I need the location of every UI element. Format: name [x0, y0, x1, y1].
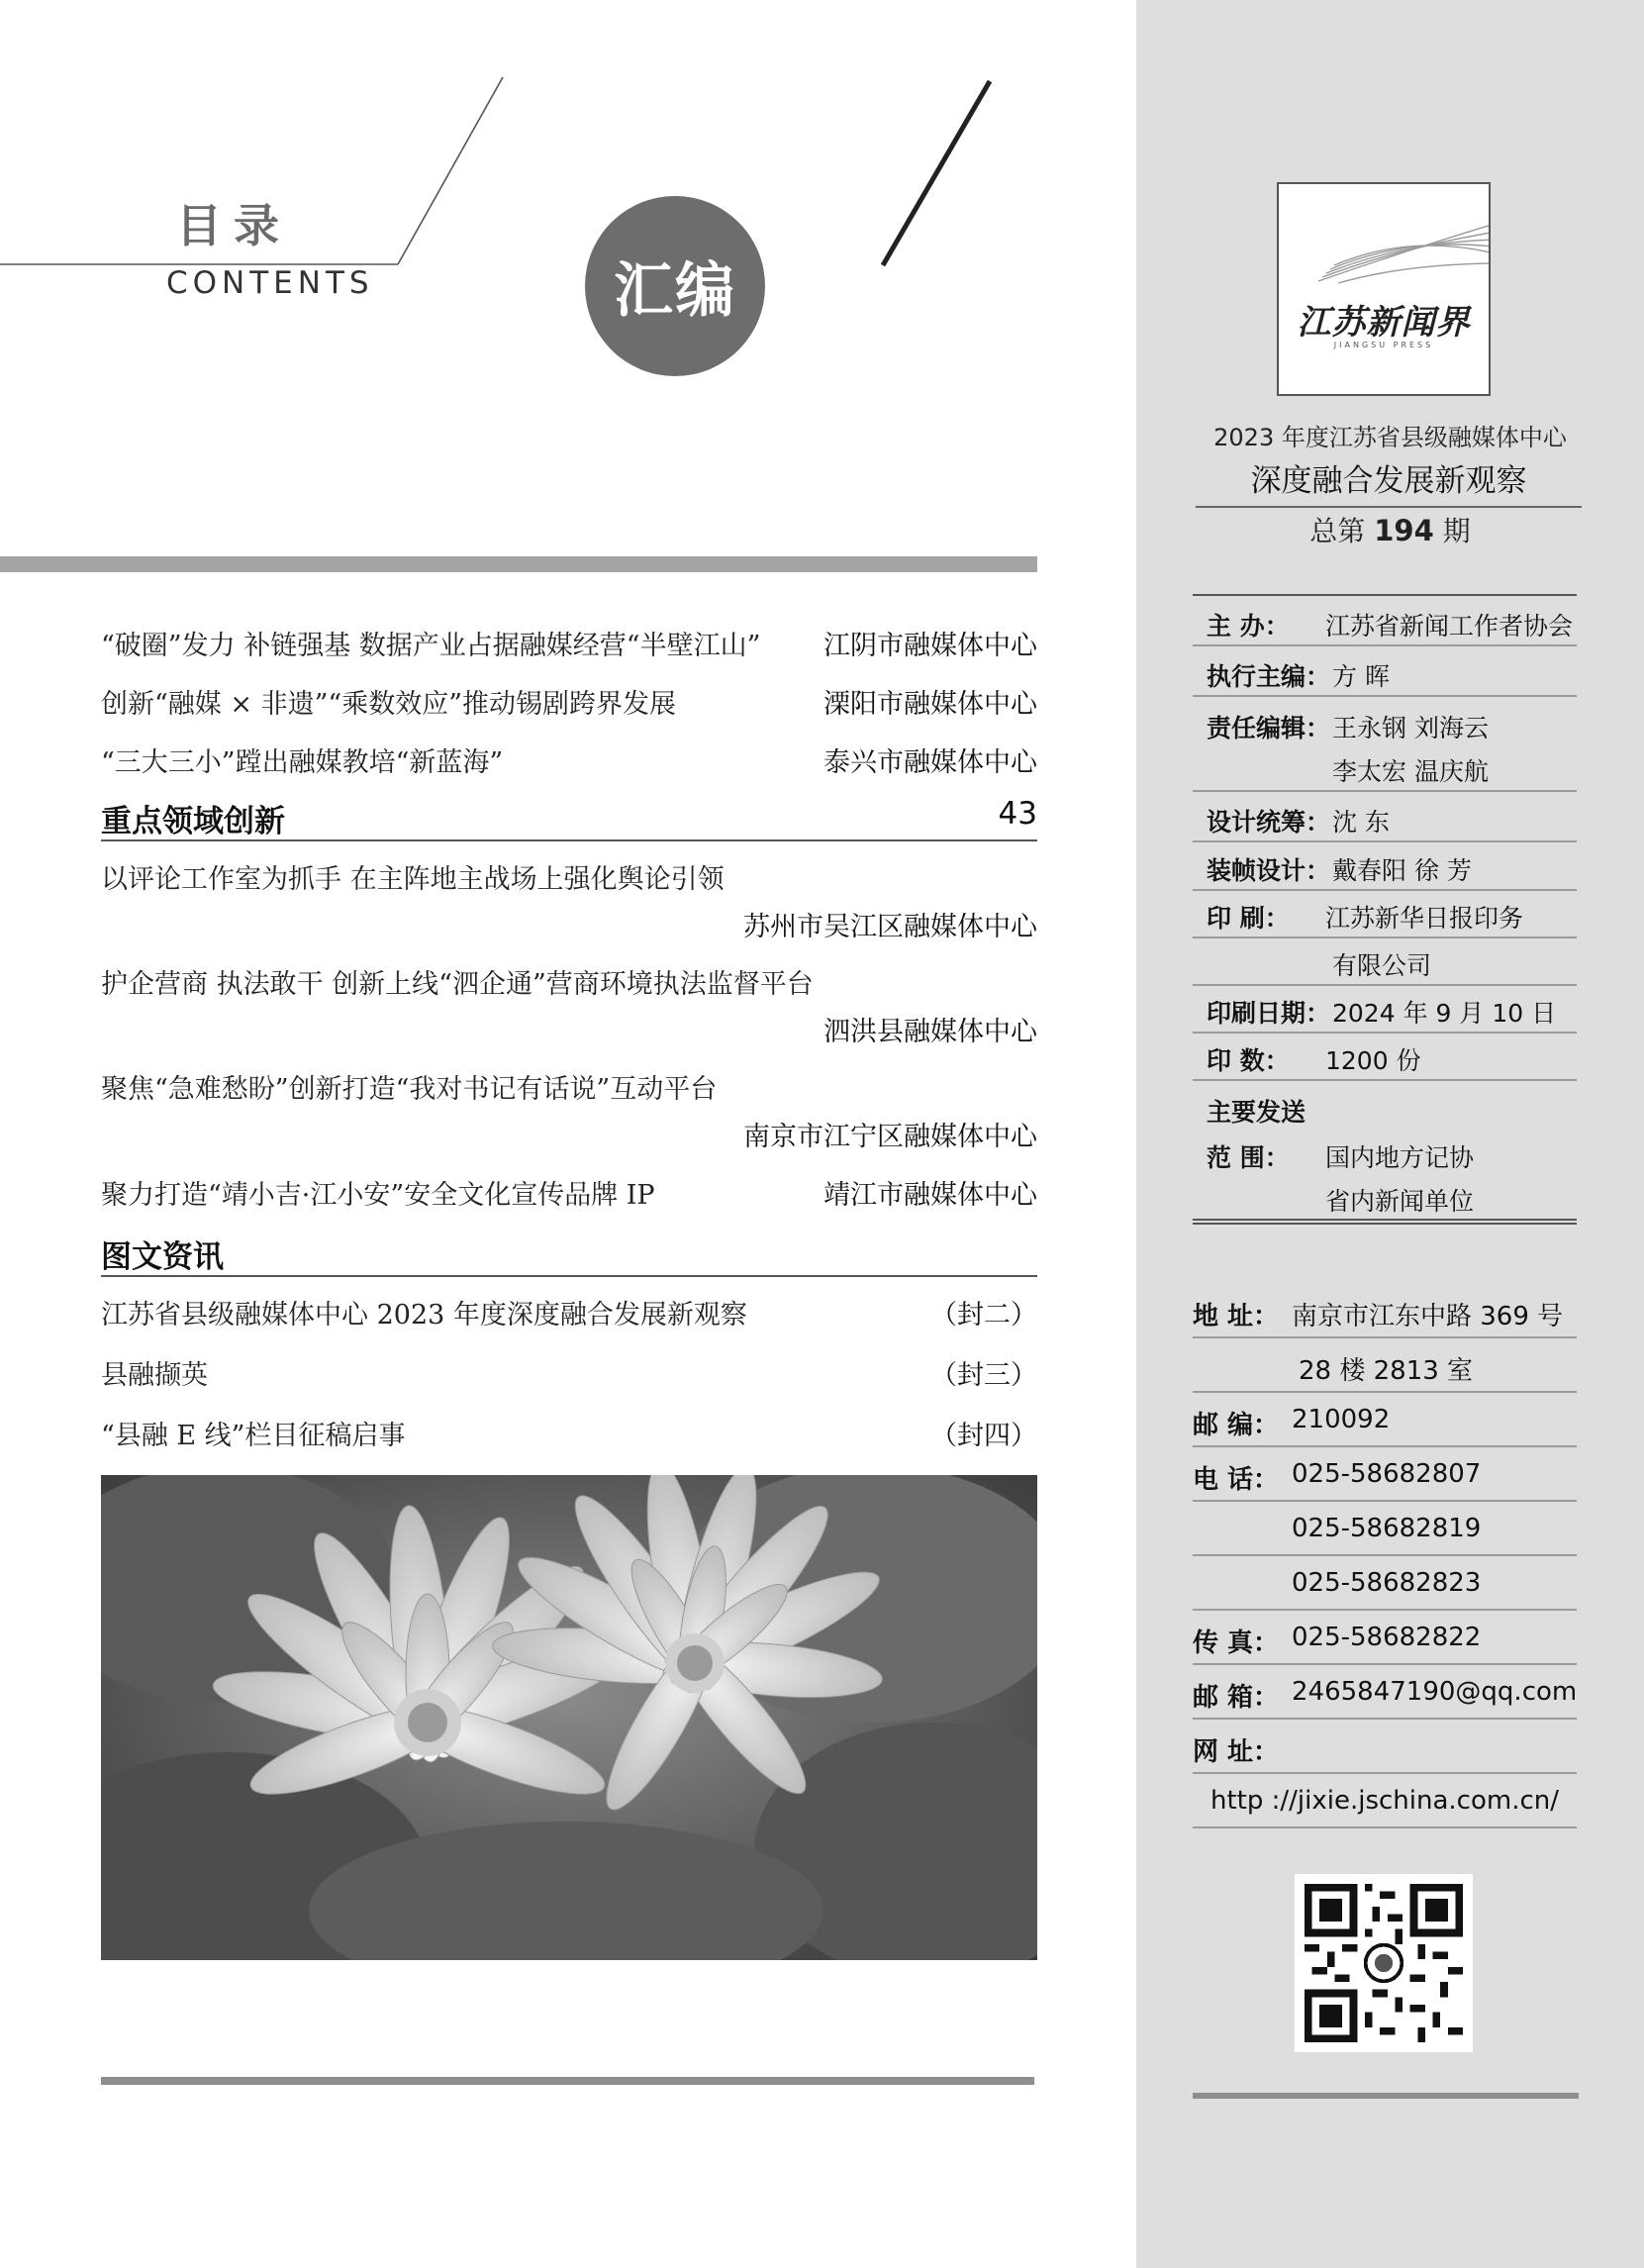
contact-row: [1193, 1665, 1577, 1720]
contact-row: [1193, 1284, 1577, 1338]
masthead-row: [1193, 744, 1577, 792]
contact-row: [1193, 1502, 1577, 1556]
toc-entry-unit: 靖江市融媒体中心: [823, 1180, 1037, 1211]
website-link[interactable]: http ://jixie.jschina.com.cn/: [1209, 1786, 1559, 1816]
issue-theme-line1: 2023 年度江苏省县级融媒体中心: [1213, 424, 1567, 451]
toc-entry[interactable]: [101, 857, 1037, 946]
masthead-row: [1193, 891, 1577, 938]
masthead-key: 设计统筹：: [1207, 808, 1331, 837]
masthead-value: 有限公司: [1332, 951, 1432, 980]
toc-entry-page: （封二）: [930, 1300, 1037, 1331]
issue-number: [1136, 510, 1644, 549]
toc-entry-title: 创新“融媒 × 非遗”“乘数效应”推动锡剧跨界发展: [101, 689, 677, 720]
contact-value: 025-58682823: [1292, 1568, 1482, 1598]
masthead-value: 2024 年 9 月 10 日: [1332, 999, 1557, 1028]
masthead-top-rule: [1193, 594, 1577, 596]
masthead-row: [1193, 599, 1577, 646]
contact-key: 网 址：: [1193, 1737, 1280, 1767]
masthead-row: [1193, 795, 1577, 842]
issue-prefix: 总第: [1309, 515, 1366, 547]
masthead-key: 责任编辑：: [1207, 714, 1331, 742]
toc-entry-title: 以评论工作室为抓手 在主阵地主战场上强化舆论引领: [101, 864, 725, 895]
toc-entry[interactable]: [101, 1067, 1037, 1156]
toc-entry-title: 聚力打造“靖小吉·江小安”安全文化宣传品牌 IP: [101, 1180, 655, 1211]
logo-wing-graphic: [1279, 184, 1489, 293]
masthead-key: 执行主编：: [1207, 662, 1331, 691]
masthead-row: [1193, 701, 1577, 748]
masthead-value: 沈 东: [1332, 808, 1390, 837]
masthead-value: 江苏省新闻工作者协会: [1325, 612, 1574, 641]
masthead-key: 范 围：: [1207, 1143, 1290, 1172]
water-lily-photo: [101, 1475, 1037, 1960]
toc-entry-unit: 泰兴市融媒体中心: [823, 747, 1037, 778]
contact-value: 28 楼 2813 室: [1299, 1356, 1474, 1386]
contact-row: [1193, 1611, 1577, 1665]
masthead-value: 国内地方记协: [1325, 1143, 1475, 1172]
contact-value: 025-58682822: [1292, 1623, 1482, 1652]
contact-key: 传 真：: [1193, 1628, 1280, 1658]
masthead-row: [1193, 1131, 1577, 1178]
masthead-row: [1193, 938, 1577, 986]
contents-heading-cn: 目录: [176, 199, 291, 252]
masthead-value: 戴春阳 徐 芳: [1332, 856, 1472, 885]
toc-entry-unit: 溧阳市融媒体中心: [823, 689, 1037, 720]
masthead-key: 主 办：: [1207, 612, 1290, 641]
masthead-key: 印刷日期：: [1207, 999, 1331, 1028]
masthead-key: 印 刷：: [1207, 904, 1290, 933]
sidebar-bottom-bar: [1193, 2093, 1579, 2099]
contents-heading-en: CONTENTS: [166, 265, 374, 301]
toc-entry-unit: 江阴市融媒体中心: [823, 631, 1037, 661]
section-badge-label: 汇编: [614, 256, 736, 326]
toc-entry-title: “三大三小”蹚出融媒教培“新蓝海”: [101, 747, 504, 778]
issue-no: 194: [1374, 514, 1434, 547]
contact-row: [1193, 1338, 1577, 1393]
toc-entry-unit: 泗洪县融媒体中心: [823, 1017, 1037, 1047]
toc-entry-unit: 苏州市吴江区融媒体中心: [743, 912, 1037, 942]
masthead-value: 江苏新华日报印务: [1325, 904, 1524, 933]
contact-row: [1193, 1393, 1577, 1447]
section-header: [101, 792, 1037, 841]
masthead-key: 印 数：: [1207, 1046, 1290, 1075]
masthead-value: 李太宏 温庆航: [1332, 757, 1489, 786]
sidebar-masthead: [1136, 0, 1644, 2268]
issue-suffix: 期: [1442, 515, 1471, 547]
section-title: 重点领域创新: [101, 804, 285, 839]
section-header: [101, 1228, 1037, 1277]
contact-key: 电 话：: [1193, 1465, 1280, 1495]
masthead-key: 装帧设计：: [1207, 856, 1331, 885]
contact-row: [1193, 1447, 1577, 1502]
toc-entry-title: 县融撷英: [101, 1360, 208, 1391]
logo-title: 江苏新闻界: [1297, 303, 1471, 343]
toc-entry-unit: 南京市江宁区融媒体中心: [743, 1122, 1037, 1152]
toc-entry-title: 聚焦“急难愁盼”创新打造“我对书记有话说”互动平台: [101, 1074, 718, 1105]
contact-row: [1193, 1774, 1577, 1828]
toc-entry-title: “县融 E 线”栏目征稿启事: [101, 1421, 406, 1451]
contact-value: 025-58682819: [1292, 1514, 1482, 1543]
contact-row: [1193, 1720, 1577, 1774]
logo-subtitle: JIANGSU PRESS: [1333, 341, 1434, 349]
toc-entry-page: （封三）: [930, 1360, 1037, 1391]
masthead-row: [1193, 649, 1577, 697]
masthead-value: 1200 份: [1325, 1046, 1421, 1075]
section-page: 43: [998, 796, 1037, 832]
contact-key: 邮 编：: [1193, 1411, 1280, 1440]
toc-entry-title: 江苏省县级融媒体中心 2023 年度深度融合发展新观察: [101, 1300, 747, 1331]
issue-theme-line2: 深度融合发展新观察: [1196, 455, 1582, 508]
qr-code-icon: [1295, 1874, 1473, 2052]
masthead-key: 主要发送: [1207, 1098, 1306, 1127]
toc-entry-page: （封四）: [930, 1421, 1037, 1451]
masthead-row: [1193, 986, 1577, 1034]
masthead-row: [1193, 843, 1577, 891]
contact-row: [1193, 1556, 1577, 1611]
contact-value: 210092: [1292, 1405, 1391, 1434]
section-badge: [585, 196, 765, 376]
masthead-row: [1193, 1034, 1577, 1081]
contact-value: 南京市江东中路 369 号: [1292, 1302, 1564, 1331]
bottom-divider-bar: [101, 2077, 1034, 2085]
masthead-bottom-rule: [1193, 1219, 1577, 1225]
section-title: 图文资讯: [101, 1239, 224, 1275]
masthead-value: 方 晖: [1332, 662, 1390, 691]
divider-bar: [0, 556, 1037, 572]
contact-key: 邮 箱：: [1193, 1683, 1280, 1713]
email-link[interactable]: 2465847190@qq.com: [1292, 1677, 1578, 1707]
magazine-logo: [1277, 182, 1491, 396]
contact-key: 地 址：: [1193, 1302, 1280, 1331]
masthead-row: [1193, 1085, 1577, 1133]
masthead-row: [1193, 1174, 1577, 1222]
contact-value: 025-58682807: [1292, 1459, 1482, 1489]
masthead-value: 省内新闻单位: [1325, 1187, 1475, 1216]
header-decoration: [0, 0, 1089, 317]
masthead-value: 王永钢 刘海云: [1332, 714, 1489, 742]
toc-entry-title: 护企营商 执法敢干 创新上线“泗企通”营商环境执法监督平台: [101, 969, 814, 1000]
toc-entry-title: “破圈”发力 补链强基 数据产业占据融媒经营“半壁江山”: [101, 631, 761, 661]
toc-entry[interactable]: [101, 962, 1037, 1051]
